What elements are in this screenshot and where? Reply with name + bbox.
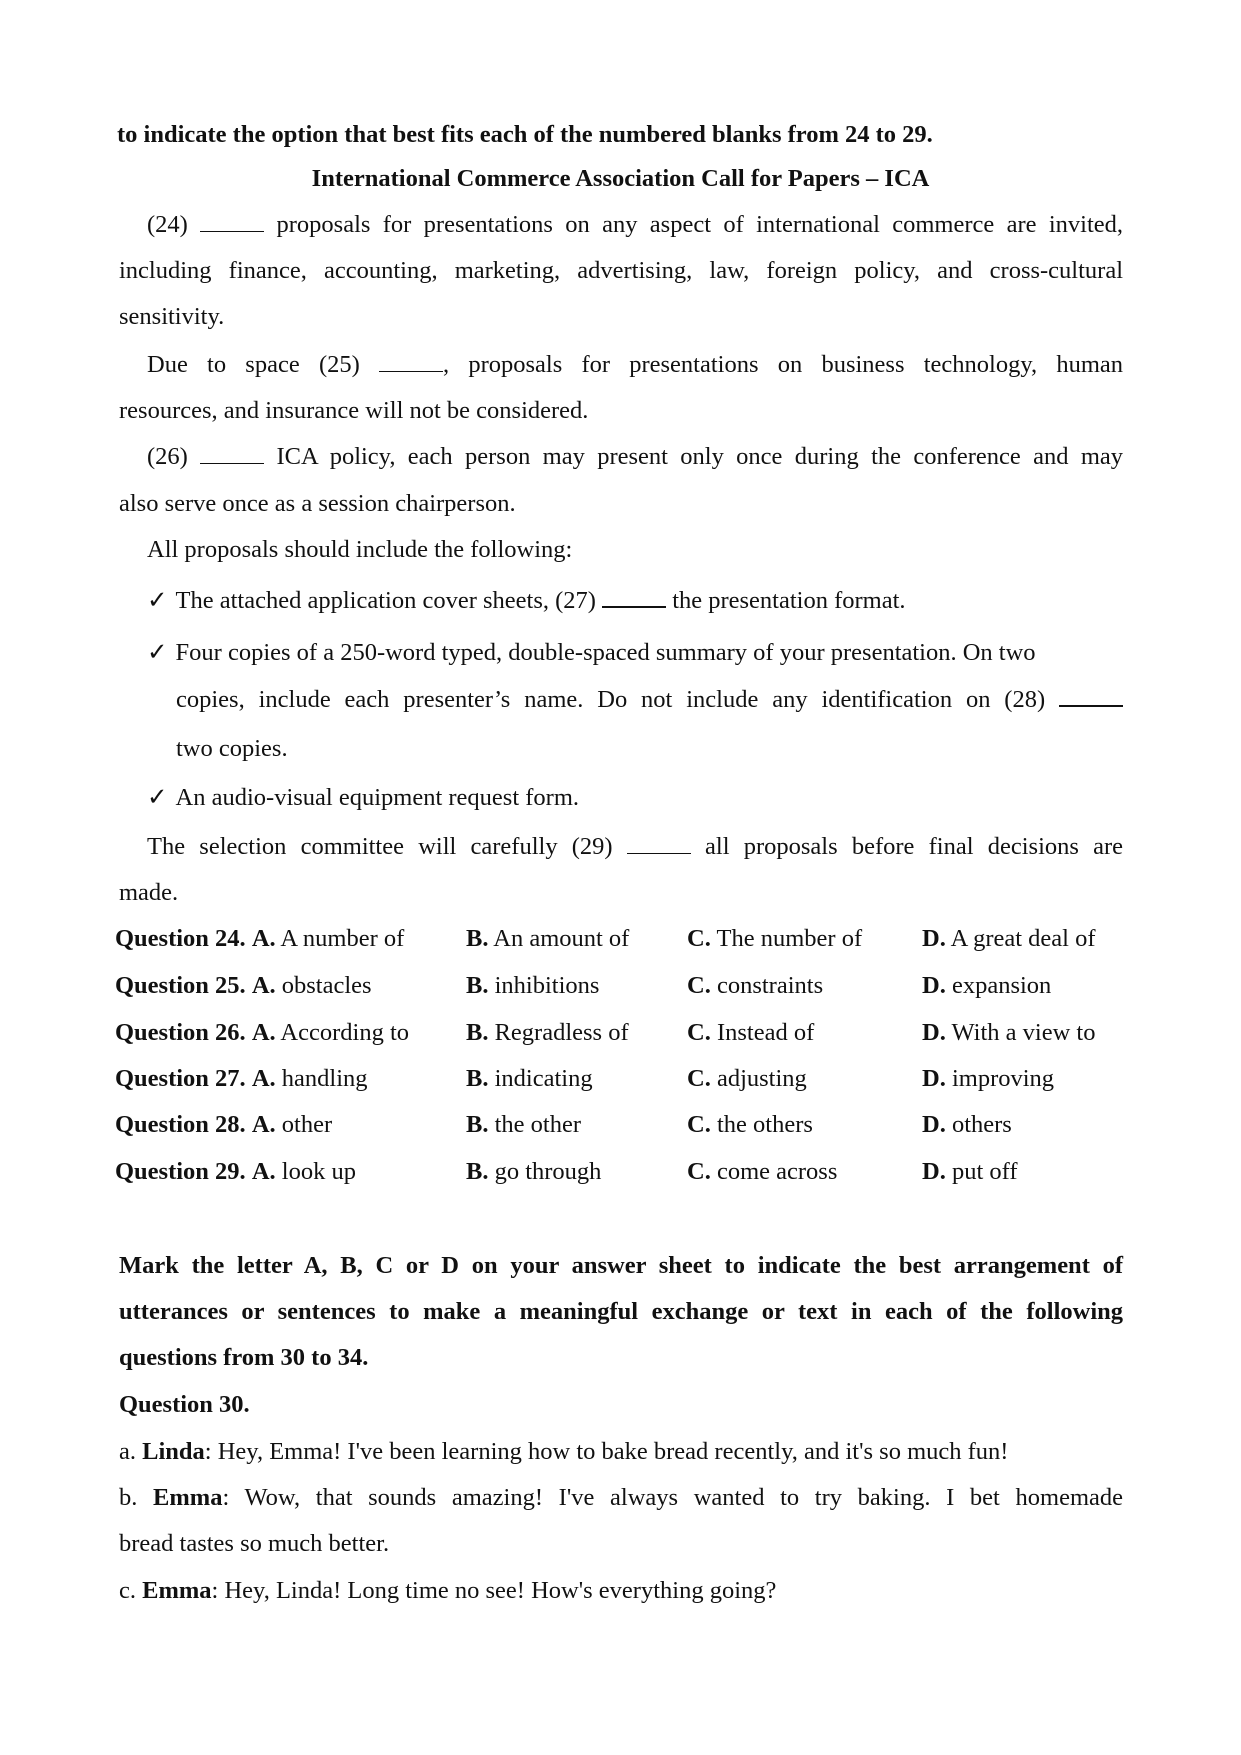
option-b[interactable]: Regradless of — [494, 1019, 629, 1046]
check-icon: ✓ — [147, 784, 168, 811]
paragraph-24-line1: (24) proposals for presentations on any aspect of international commerce are invited, — [147, 211, 1124, 238]
option-d[interactable]: others — [951, 1111, 1012, 1138]
checklist-item-3: ✓ An audio-visual equipment request form. — [147, 784, 580, 811]
option-d[interactable]: expansion — [951, 972, 1052, 999]
utterance-b-line2: bread tastes so much better. — [119, 1530, 390, 1557]
option-d[interactable]: A great deal of — [950, 925, 1096, 952]
checklist-item-2-line2: copies, include each presenter’s name. Do not include any identification on (28) — [176, 685, 1123, 715]
option-a[interactable]: A number of — [280, 925, 405, 952]
blank-27 — [602, 586, 666, 608]
option-d[interactable]: put off — [951, 1158, 1018, 1185]
paragraph-26-line1: (26) ICA policy, each person may present only once during the conference and may — [147, 443, 1124, 470]
blank-28 — [1059, 685, 1123, 707]
part2-instruction-line3: questions from 30 to 34. — [119, 1344, 369, 1371]
checklist-item-2-line1: ✓ Four copies of a 250-word typed, double-spaced summary of your presentation. On two — [147, 639, 1036, 666]
option-c[interactable]: The number of — [716, 925, 863, 952]
check-icon: ✓ — [147, 587, 168, 614]
part2-instruction-line2: utterances or sentences to make a meaningful exchange or text in each of the following — [119, 1298, 1123, 1325]
checklist-item-1: ✓ The attached application cover sheets, (27) the presentation format. — [147, 587, 906, 614]
question-30-label: Question 30. — [119, 1391, 250, 1418]
question-label: Question 28. A. other — [115, 1111, 333, 1138]
option-c[interactable]: Instead of — [716, 1019, 815, 1046]
option-d[interactable]: With a view to — [951, 1019, 1096, 1046]
paragraph-25-line1: Due to space (25) , proposals for presentations on business technology, human — [147, 351, 1123, 378]
paragraph-25-line2: resources, and insurance will not be considered. — [119, 397, 589, 424]
question-label: Question 27. A. handling — [115, 1065, 368, 1092]
option-b[interactable]: indicating — [494, 1065, 593, 1092]
option-a[interactable]: According to — [280, 1019, 410, 1046]
option-a[interactable]: other — [281, 1111, 333, 1138]
option-a[interactable]: handling — [281, 1065, 368, 1092]
blank-24 — [200, 211, 264, 232]
question-label: Question 26. A. According to — [115, 1019, 410, 1046]
utterance-c: c. Emma: Hey, Linda! Long time no see! How's everything going? — [119, 1577, 777, 1604]
option-c[interactable]: constraints — [716, 972, 824, 999]
check-icon: ✓ — [147, 639, 168, 666]
paragraph-24-line2: including finance, accounting, marketing, advertising, law, foreign policy, and cross-cultural — [119, 257, 1123, 284]
option-b[interactable]: inhibitions — [494, 972, 600, 999]
utterance-a: a. Linda: Hey, Emma! I've been learning how to bake bread recently, and it's so much fun! — [119, 1438, 1009, 1465]
part2-instruction-line1: Mark the letter A, B, C or D on your answer sheet to indicate the best arrangement of — [119, 1252, 1123, 1279]
option-b[interactable]: An amount of — [493, 925, 630, 952]
option-b[interactable]: go through — [494, 1158, 602, 1185]
proposals-intro: All proposals should include the following: — [147, 536, 573, 563]
option-c[interactable]: adjusting — [716, 1065, 807, 1092]
utterance-b-line1: b. Emma: Wow, that sounds amazing! I've always wanted to try baking. I bet homemade — [119, 1484, 1124, 1511]
blank-29 — [627, 833, 691, 854]
blank-26 — [200, 443, 264, 464]
option-b[interactable]: the other — [494, 1111, 581, 1138]
instruction-text: to indicate the option that best fits each of the numbered blanks from 24 to 29. — [117, 121, 933, 148]
option-c[interactable]: the others — [716, 1111, 813, 1138]
blank-25 — [379, 351, 443, 372]
question-label: Question 29. A. look up — [115, 1158, 356, 1185]
checklist-item-2-line3: two copies. — [176, 735, 288, 762]
option-c[interactable]: come across — [716, 1158, 838, 1185]
question-label: Question 24. A. A number of — [115, 925, 405, 952]
question-label: Question 25. A. obstacles — [115, 972, 372, 999]
paragraph-24-line3: sensitivity. — [119, 303, 225, 330]
option-a[interactable]: obstacles — [281, 972, 372, 999]
paragraph-29-line2: made. — [119, 879, 179, 906]
passage-title: International Commerce Association Call for Papers – ICA — [311, 165, 930, 192]
paragraph-26-line2: also serve once as a session chairperson. — [119, 490, 516, 517]
option-d[interactable]: improving — [951, 1065, 1055, 1092]
option-a[interactable]: look up — [281, 1158, 356, 1185]
paragraph-29-line1: The selection committee will carefully (29) all proposals before final decisions are — [147, 833, 1124, 860]
